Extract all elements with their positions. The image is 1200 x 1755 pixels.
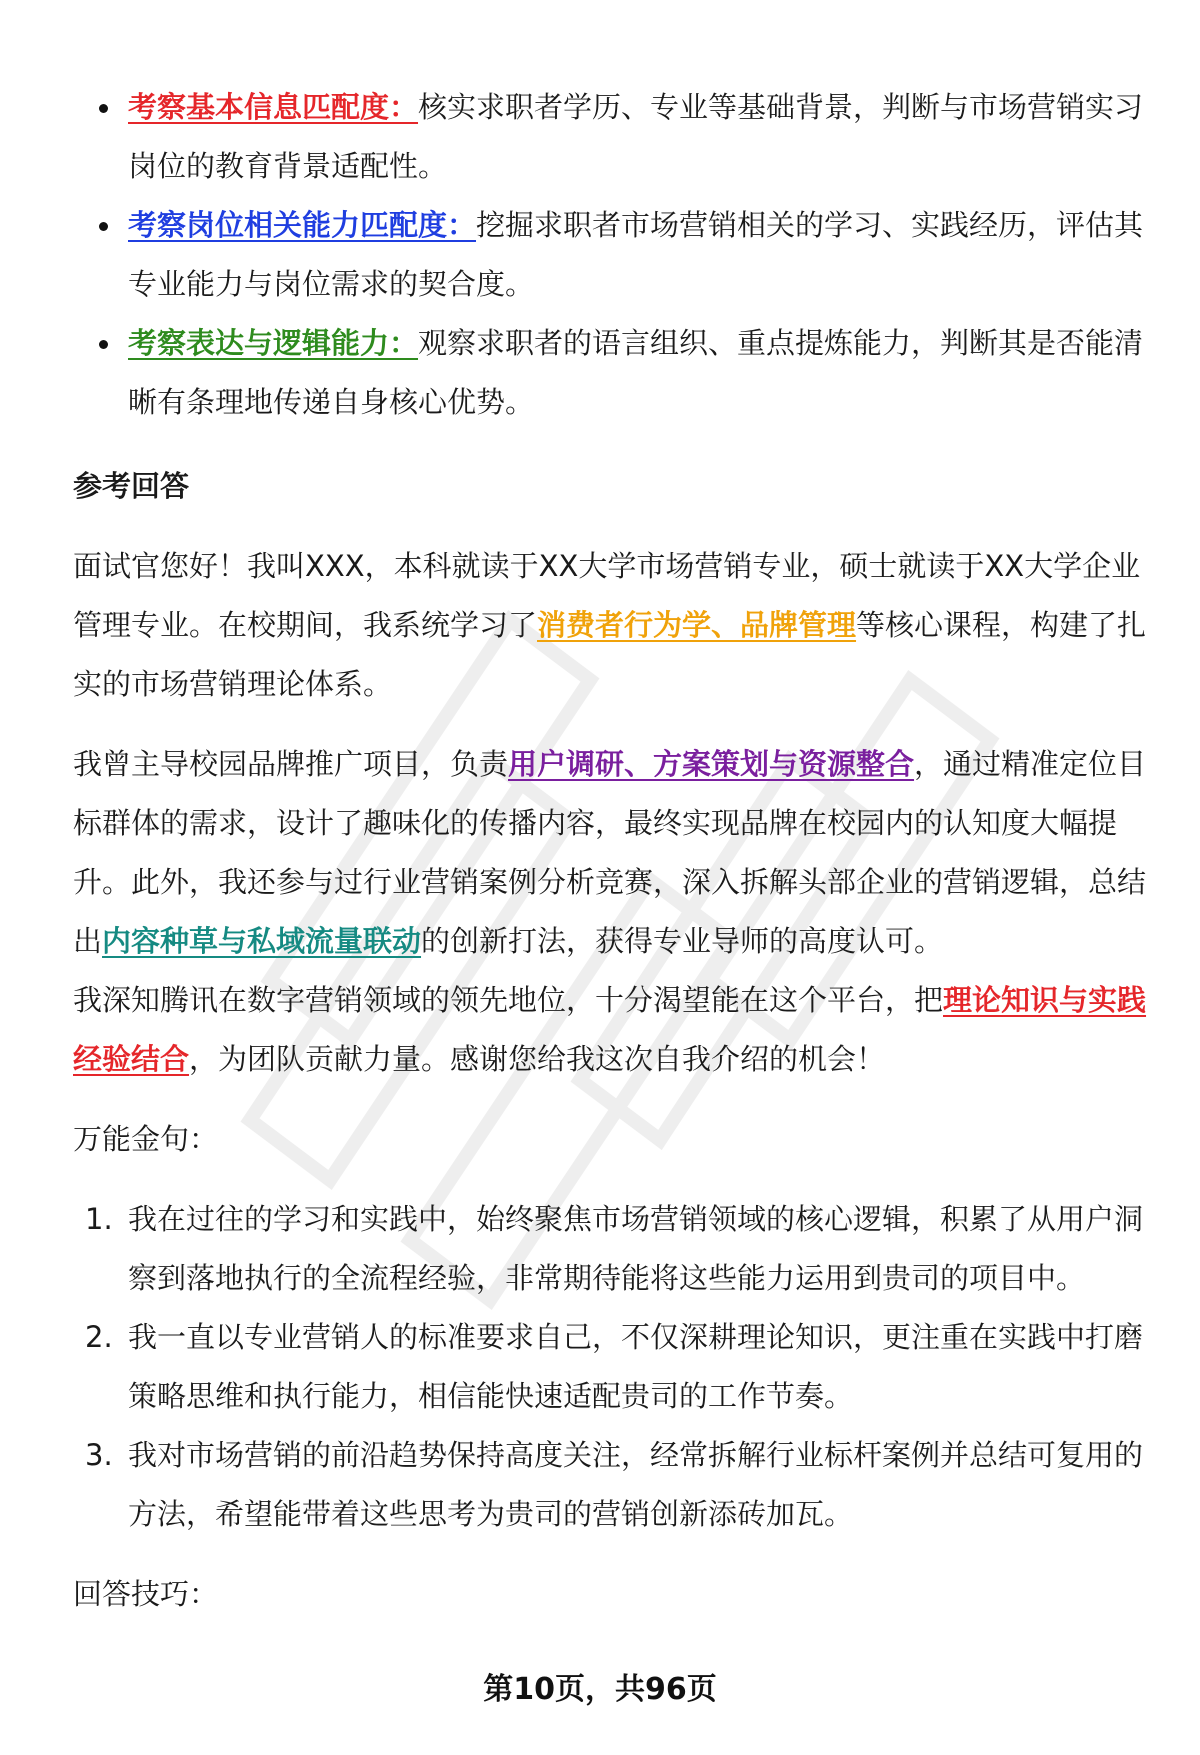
criteria-item [73,314,1153,432]
list-number: 2. [85,1320,113,1354]
bullet-dot-icon [99,104,108,113]
bullet-dot-icon [99,222,108,231]
golden-sentences-heading: 万能金句： [73,1122,219,1156]
list-number: 3. [85,1438,113,1472]
criteria-text: 观察求职者的语言组织、重点提炼能力，判断其是否能清晰有条理地传递自身核心优势。 [128,326,1144,419]
page-number-footer: 第10页，共96页 [483,1672,717,1707]
answer-paragraph-3 [73,971,1153,1089]
golden-sentence-item [73,1426,1153,1544]
golden-sentence-item [73,1308,1153,1426]
answer-highlight: 用户调研、方案策划与资源整合 [508,747,915,781]
answer-tips-heading: 回答技巧： [73,1577,219,1611]
document-body [73,78,1153,1624]
criteria-item [73,196,1153,314]
golden-sentence-item [73,1190,1153,1308]
answer-text: ，为团队贡献力量。感谢您给我这次自我介绍的机会！ [189,1042,886,1076]
criteria-text: 挖掘求职者市场营销相关的学习、实践经历，评估其专业能力与岗位需求的契合度。 [128,208,1144,301]
criteria-label: 考察岗位相关能力匹配度： [128,208,477,242]
answer-text: ，通过精准定位目标群体的需求，设计了趣味化的传播内容，最终实现品牌在校园内的认知度大幅提升。此外，我还参与过行业营销案例分析竞赛，深入拆解头部企业的营销逻辑，总结出 [73,747,1147,958]
criteria-label: 考察基本信息匹配度： [128,90,419,124]
answer-text: 等核心课程，构建了扎实的市场营销理论体系。 [73,608,1147,701]
answer-text: 我深知腾讯在数字营销领域的领先地位，十分渴望能在这个平台，把 [73,983,944,1017]
answer-highlight: 内容种草与私域流量联动 [102,924,422,958]
bullet-dot-icon [99,340,108,349]
answer-text: 面试官您好！我叫XXX，本科就读于XX大学市场营销专业，硕士就读于XX大学企业管理专业。在校期间，我系统学习了 [73,549,1141,642]
criteria-text: 核实求职者学历、专业等基础背景，判断与市场营销实习岗位的教育背景适配性。 [128,90,1144,183]
answer-text: 我曾主导校园品牌推广项目，负责 [73,747,509,781]
golden-sentence-text: 我一直以专业营销人的标准要求自己，不仅深耕理论知识，更注重在实践中打磨策略思维和执行能力，相信能快速适配贵司的工作节奏。 [128,1320,1144,1413]
criteria-list [73,78,1153,432]
criteria-item [73,78,1153,196]
answer-paragraph-1 [73,537,1153,714]
answer-highlight: 消费者行为学、品牌管理 [537,608,857,642]
golden-sentence-text: 我对市场营销的前沿趋势保持高度关注，经常拆解行业标杆案例并总结可复用的方法，希望能带着这些思考为贵司的营销创新添砖加瓦。 [128,1438,1144,1531]
criteria-label: 考察表达与逻辑能力： [128,326,419,360]
answer-highlight: 理论知识与实践经验结合 [73,983,1147,1076]
list-number: 1. [85,1202,113,1236]
reference-answer-heading: 参考回答 [73,469,190,503]
golden-sentences-list [73,1190,1153,1544]
answer-text: 的创新打法，获得专业导师的高度认可。 [421,924,944,958]
answer-paragraph-2 [73,735,1153,971]
golden-sentence-text: 我在过往的学习和实践中，始终聚焦市场营销领域的核心逻辑，积累了从用户洞察到落地执行的全流程经验，非常期待能将这些能力运用到贵司的项目中。 [128,1202,1144,1295]
